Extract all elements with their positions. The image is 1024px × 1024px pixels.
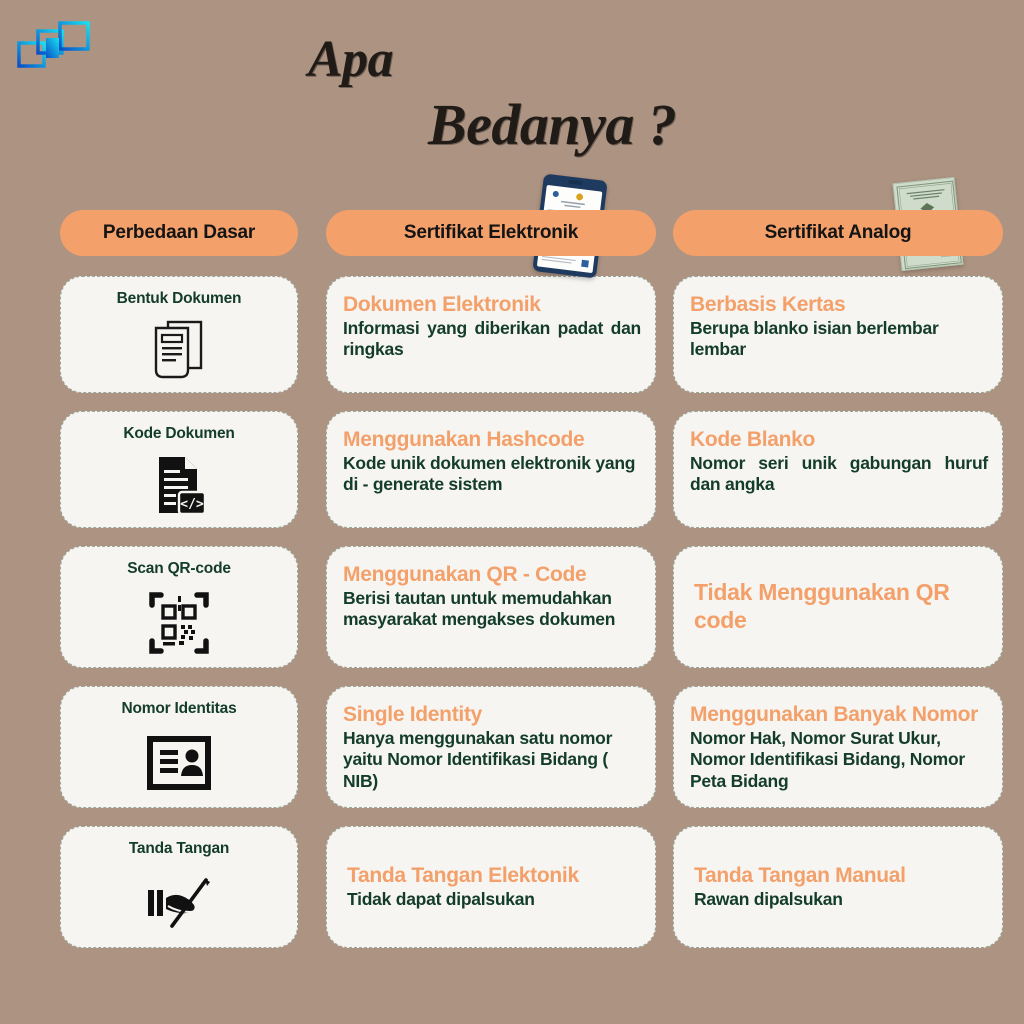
document-code-icon xyxy=(61,443,297,527)
content-card-analog[interactable] xyxy=(673,546,1003,668)
label-card-bentuk-dokumen[interactable] xyxy=(60,276,298,393)
comparison-table xyxy=(0,190,1024,966)
card-title: Menggunakan Banyak Nomor xyxy=(690,703,979,726)
label-card-kode-dokumen[interactable] xyxy=(60,411,298,528)
content-card-electronic[interactable] xyxy=(326,826,656,948)
content-card-electronic[interactable] xyxy=(326,411,656,528)
row-label: Tanda Tangan xyxy=(128,840,230,857)
card-title: Dokumen Elektronik xyxy=(343,293,541,316)
pill-perbedaan-dasar[interactable]: Perbedaan Dasar xyxy=(60,210,298,256)
row-label: Nomor Identitas xyxy=(121,700,237,717)
content-card-analog[interactable] xyxy=(673,276,1003,393)
title-line-2: Bedanya ? xyxy=(428,92,677,157)
header-cell-perbedaan-dasar xyxy=(60,210,298,256)
table-row xyxy=(0,686,1024,808)
table-row xyxy=(0,411,1024,528)
brand-logo xyxy=(16,20,102,70)
row-label: Scan QR-code xyxy=(127,560,231,577)
id-card-icon xyxy=(61,718,297,807)
table-row xyxy=(0,826,1024,948)
content-card-analog[interactable] xyxy=(673,826,1003,948)
label-card-scan-qr-code[interactable] xyxy=(60,546,298,668)
content-card-electronic[interactable] xyxy=(326,686,656,808)
card-body: Nomor seri unik gabungan huruf dan angka xyxy=(690,453,988,495)
card-title: Single Identity xyxy=(343,703,483,726)
pill-sertifikat-elektronik[interactable]: Sertifikat Elektronik xyxy=(326,210,656,256)
card-body: Berisi tautan untuk memudahkan masyarakat mengakses dokumen xyxy=(343,588,616,630)
table-header-row xyxy=(0,190,1024,276)
table-row xyxy=(0,546,1024,668)
pill-sertifikat-analog[interactable]: Sertifikat Analog xyxy=(673,210,1003,256)
card-title: Kode Blanko xyxy=(690,428,816,451)
card-body: Tidak dapat dipalsukan xyxy=(347,888,535,909)
content-card-analog[interactable] xyxy=(673,411,1003,528)
card-title: Tidak Menggunakan QR code xyxy=(694,579,950,633)
header-cell-sertifikat-analog xyxy=(673,210,1003,256)
stacked-documents-icon xyxy=(61,308,297,392)
row-label: Kode Dokumen xyxy=(123,425,235,442)
svg-text:</>: </> xyxy=(180,497,204,512)
label-card-tanda-tangan[interactable] xyxy=(60,826,298,948)
card-body: Rawan dipalsukan xyxy=(694,888,843,909)
row-label: Bentuk Dokumen xyxy=(116,290,242,307)
card-body: Nomor Hak, Nomor Surat Ukur, Nomor Identifikasi Bidang, Nomor Peta Bidang xyxy=(690,728,965,791)
card-body: Berupa blanko isian berlembar lembar xyxy=(690,318,939,360)
card-title: Menggunakan QR - Code xyxy=(343,563,587,586)
label-card-nomor-identitas[interactable] xyxy=(60,686,298,808)
content-card-electronic[interactable] xyxy=(326,546,656,668)
card-title: Tanda Tangan Manual xyxy=(694,863,906,887)
tablet-notch xyxy=(568,179,582,185)
card-title: Berbasis Kertas xyxy=(690,293,846,316)
card-title: Menggunakan Hashcode xyxy=(343,428,585,451)
card-title: Tanda Tangan Elektonik xyxy=(347,863,579,887)
qr-code-scan-icon xyxy=(61,578,297,667)
header-cell-sertifikat-elektronik xyxy=(326,210,656,256)
table-row xyxy=(0,276,1024,393)
writing-hand-icon xyxy=(61,858,297,947)
page-title xyxy=(300,31,760,159)
card-body: Informasi yang diberikan padat dan ringkas xyxy=(343,318,641,360)
card-body: Hanya menggunakan satu nomor yaitu Nomor Identifikasi Bidang ( NIB) xyxy=(343,728,613,791)
content-card-analog[interactable] xyxy=(673,686,1003,808)
card-body: Kode unik dokumen elektronik yang di - generate sistem xyxy=(343,453,636,495)
content-card-electronic[interactable] xyxy=(326,276,656,393)
title-line-1: Apa xyxy=(308,31,394,88)
